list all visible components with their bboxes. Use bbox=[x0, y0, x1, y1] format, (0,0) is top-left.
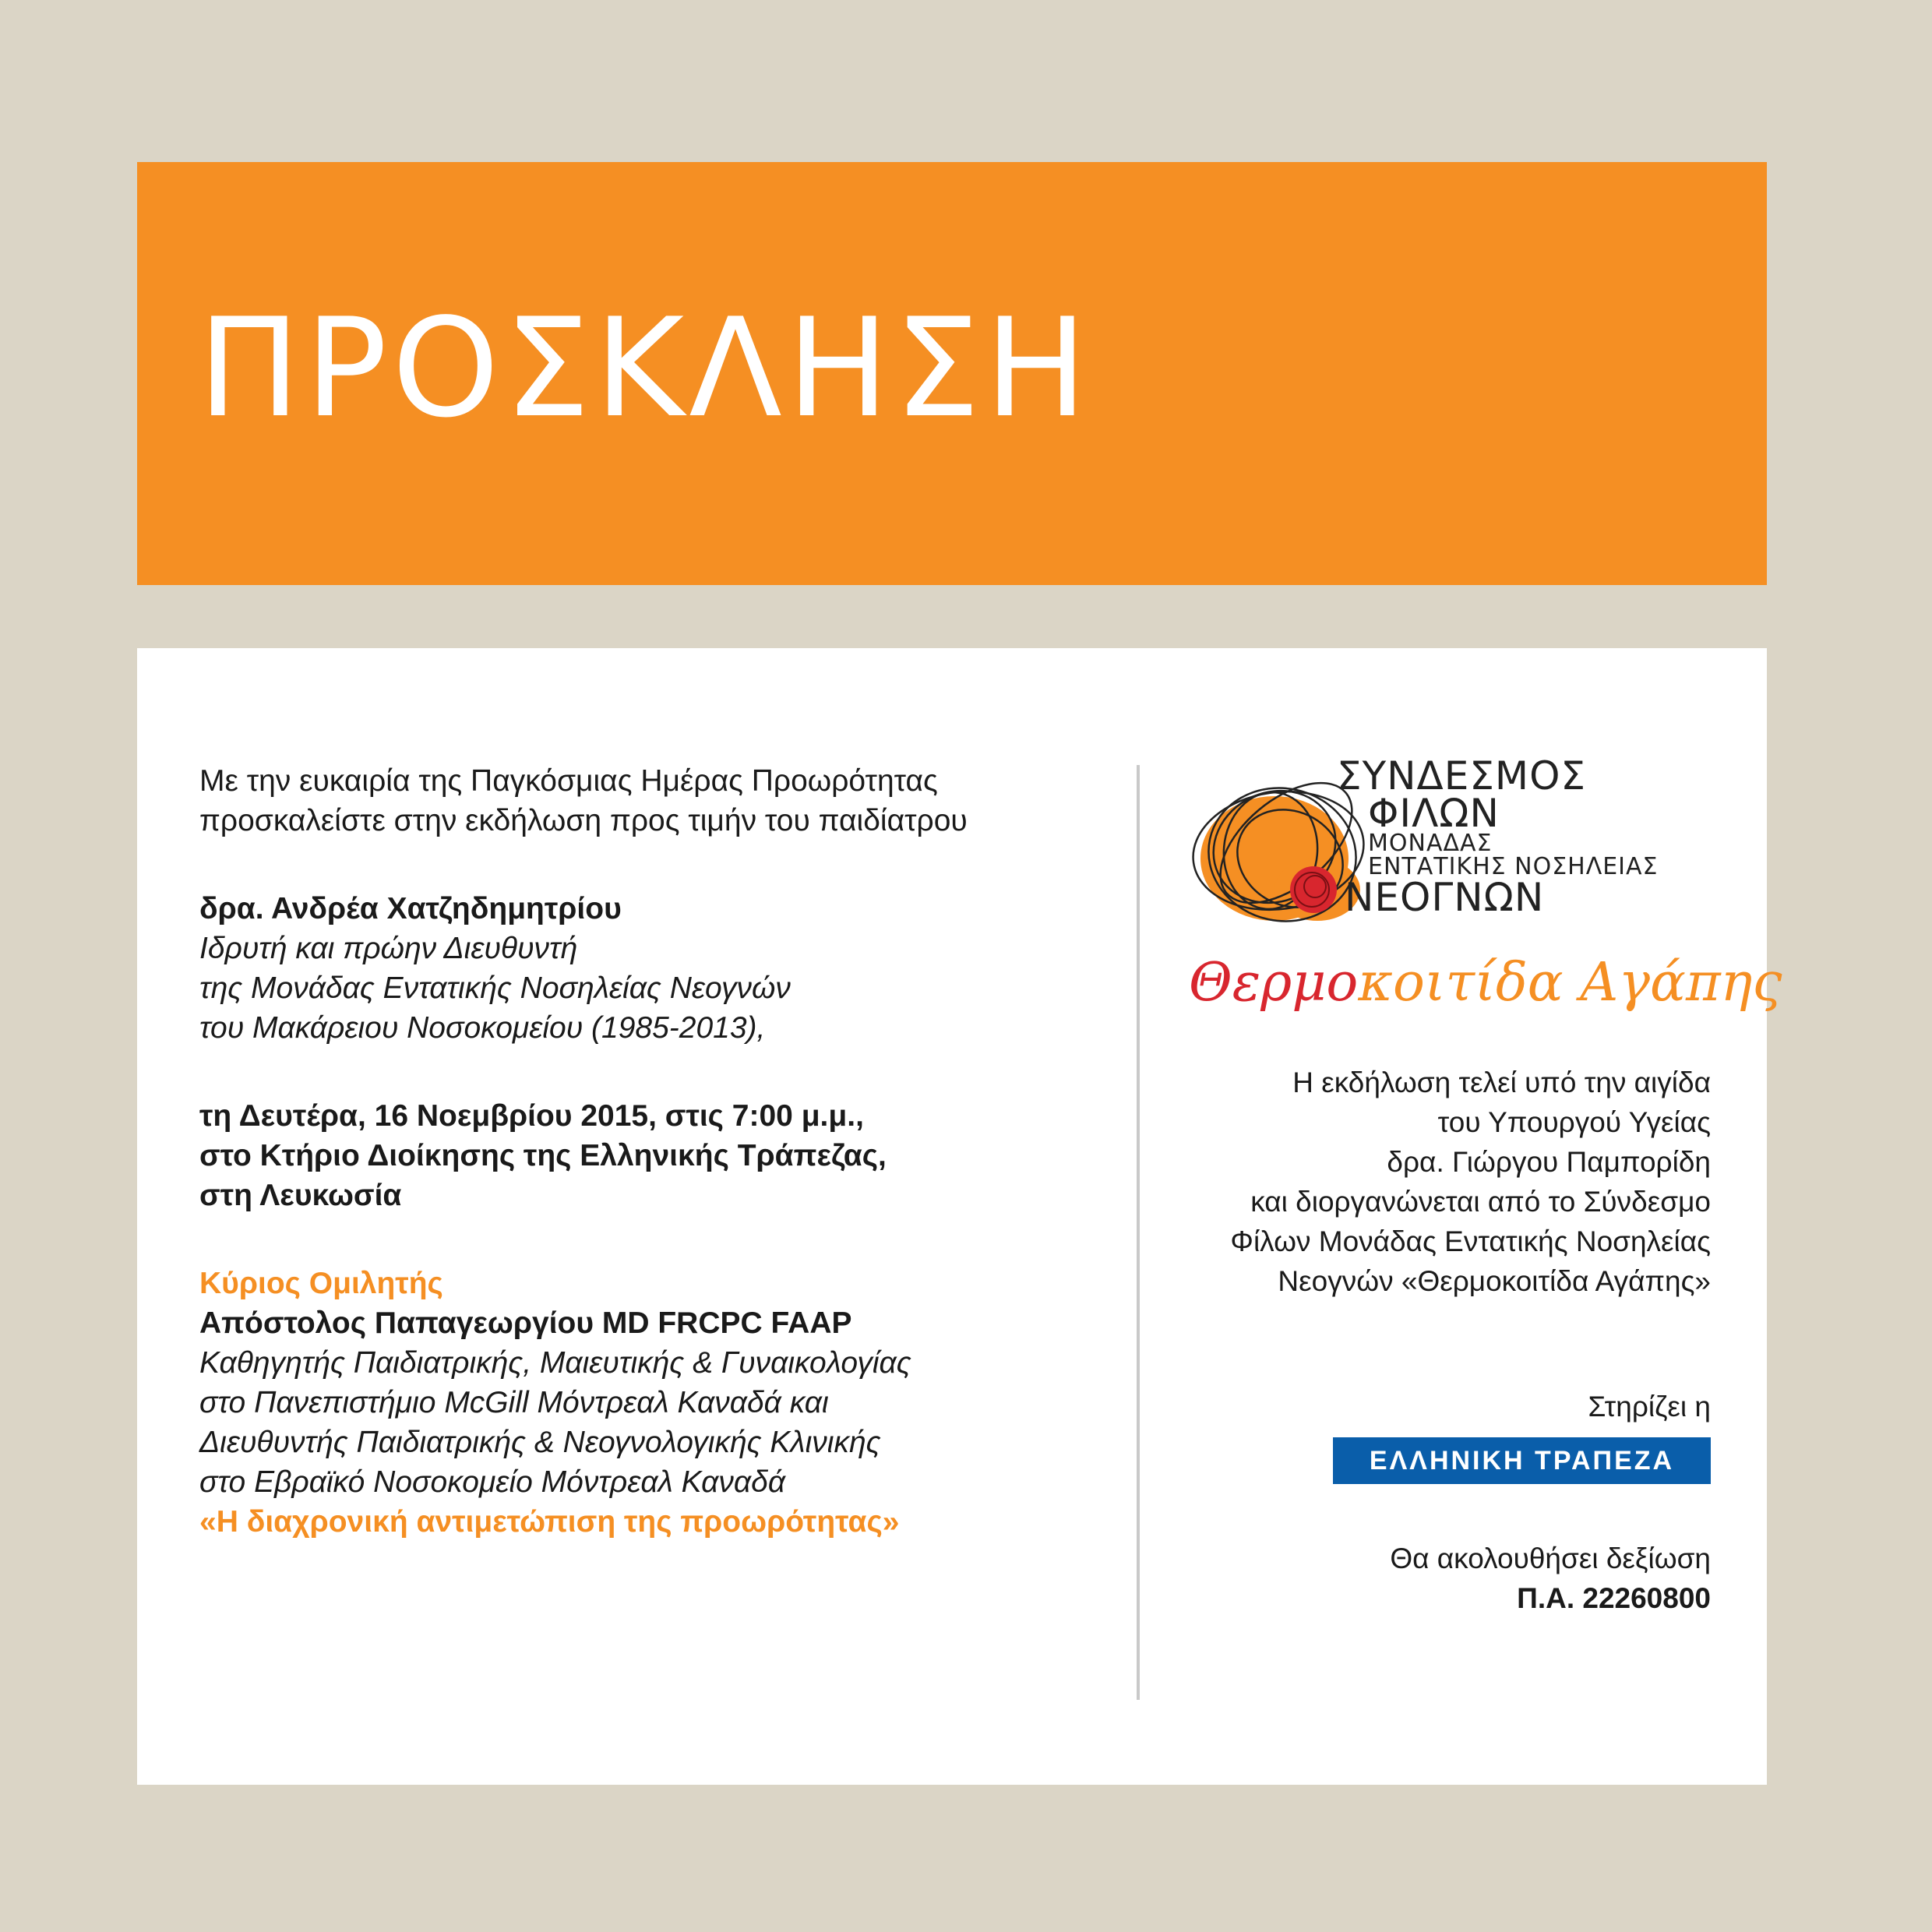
logo-line: ΣΥΝΔΕΣΜΟΣ bbox=[1337, 753, 1587, 799]
page-title: ΠΡΟΣΚΛΗΣΗ bbox=[198, 290, 1092, 448]
speaker-role: στο Πανεπιστήμιο McGill Μόντρεαλ Καναδά και bbox=[199, 1386, 829, 1419]
speaker-role: στο Εβραϊκό Νοσοκομείο Μόντρεαλ Καναδά bbox=[199, 1465, 786, 1499]
rsvp-phone: Π.Α. 22260800 bbox=[1517, 1582, 1711, 1614]
header-banner bbox=[137, 162, 1767, 585]
logo-script-part: Θερμο bbox=[1189, 952, 1359, 1014]
auspices-line: Νεογνών «Θερμοκοιτίδα Αγάπης» bbox=[1278, 1265, 1711, 1297]
honoree-role: του Μακάρειου Νοσοκομείου (1985-2013), bbox=[199, 1011, 766, 1045]
invitation-details bbox=[199, 761, 1119, 1542]
auspices-line: και διοργανώνεται από το Σύνδεσμο bbox=[1250, 1186, 1711, 1218]
bank-logo: ΕΛΛΗΝΙΚΗ ΤΡΑΠΕΖΑ bbox=[1333, 1437, 1711, 1484]
talk-title: «Η διαχρονική αντιμετώπιση της προωρότητας» bbox=[199, 1505, 900, 1539]
speaker-heading: Κύριος Ομιλητής bbox=[199, 1267, 443, 1300]
invitation-card bbox=[137, 648, 1782, 1785]
reception-text: Θα ακολουθήσει δεξίωση bbox=[1390, 1542, 1711, 1574]
logo-script-part: κοιτίδα Αγάπης bbox=[1358, 952, 1782, 1014]
honoree-name: δρα. Ανδρέα Χατζηδημητρίου bbox=[199, 892, 622, 925]
event-line: στη Λευκωσία bbox=[199, 1179, 402, 1212]
event-line: στο Κτήριο Διοίκησης της Ελληνικής Τράπεζας, bbox=[199, 1139, 887, 1172]
logo-line: ΕΝΤΑΤΙΚΗΣ ΝΟΣΗΛΕΙΑΣ bbox=[1368, 853, 1659, 880]
speaker-role: Διευθυντής Παιδιατρικής & Νεογνολογικής Κλινικής bbox=[199, 1426, 881, 1459]
association-logo bbox=[1181, 753, 1782, 1045]
sponsor-label: Στηρίζει η bbox=[1588, 1391, 1711, 1423]
auspices-line: Φίλων Μονάδας Εντατικής Νοσηλείας bbox=[1230, 1225, 1711, 1257]
intro-line: Με την ευκαιρία της Παγκόσμιας Ημέρας Προωρότητας bbox=[199, 764, 938, 798]
logo-line: ΦΙΛΩΝ bbox=[1368, 791, 1500, 836]
auspices-line: Η εκδήλωση τελεί υπό την αιγίδα bbox=[1292, 1066, 1711, 1098]
speaker-role: Καθηγητής Παιδιατρικής, Μαιευτικής & Γυναικολογίας bbox=[199, 1346, 911, 1380]
column-divider bbox=[1137, 765, 1140, 1700]
honoree-role: της Μονάδας Εντατικής Νοσηλείας Νεογνών bbox=[199, 971, 791, 1005]
intro-line: προσκαλείστε στην εκδήλωση προς τιμήν του παιδίατρου bbox=[199, 804, 968, 837]
logo-line: ΝΕΟΓΝΩΝ bbox=[1345, 875, 1545, 920]
logo-script-name bbox=[1189, 952, 1782, 1014]
honoree-role: Ιδρυτή και πρώην Διευθυντή bbox=[199, 932, 578, 965]
auspices-line: του Υπουργού Υγείας bbox=[1437, 1106, 1711, 1138]
logo-line: ΜΟΝΑΔΑΣ bbox=[1368, 830, 1493, 857]
event-line: τη Δευτέρα, 16 Νοεμβρίου 2015, στις 7:00 μ.μ., bbox=[199, 1099, 864, 1133]
speaker-name: Απόστολος Παπαγεωργίου MD FRCPC FAAP bbox=[199, 1306, 852, 1340]
logo-wordmark bbox=[1337, 753, 1659, 920]
sidebar-info bbox=[1173, 753, 1782, 1618]
auspices-line: δρα. Γιώργου Παμπορίδη bbox=[1387, 1146, 1711, 1178]
